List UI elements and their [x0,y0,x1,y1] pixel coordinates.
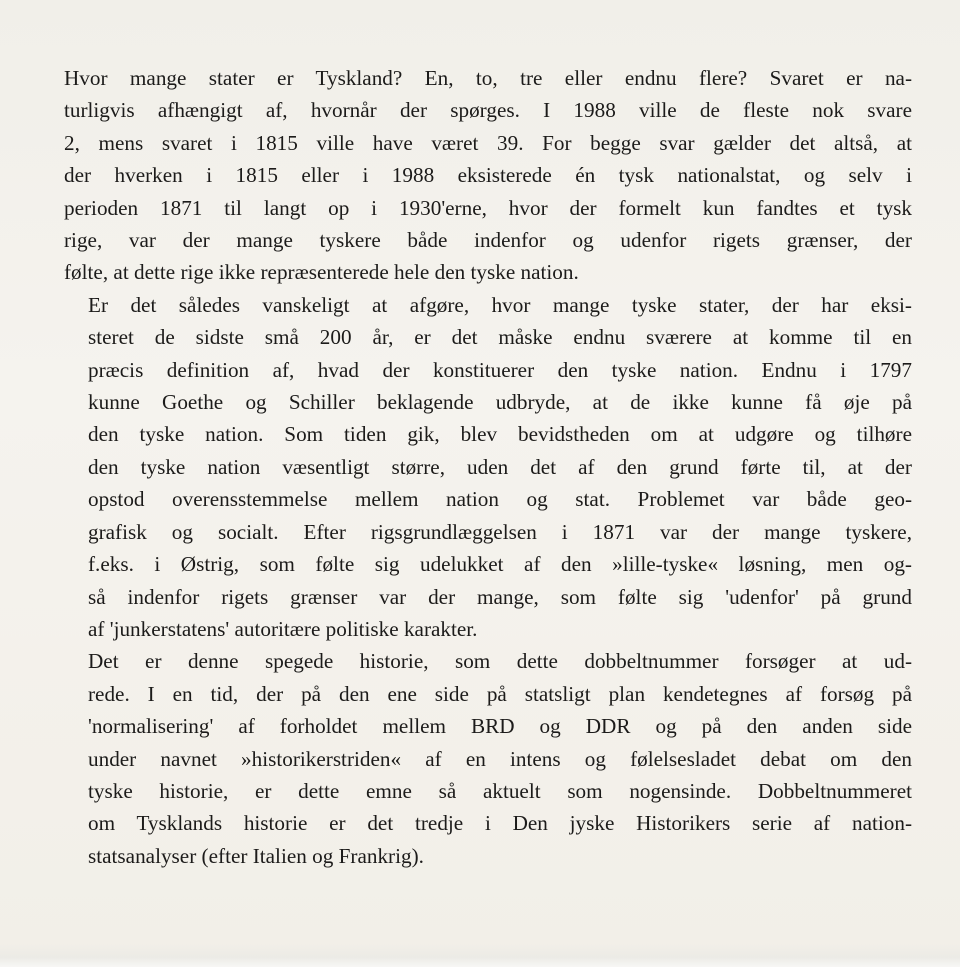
text-line: under navnet »historikerstriden« af en intens og følelsesladet debat om den [88,746,912,771]
paragraph-3 [64,645,912,872]
paragraph-1 [64,62,912,289]
text-line: rige, var der mange tyskere både indenfor og udenfor rigets grænser, der [64,228,912,253]
text-line: Er det således vanskeligt at afgøre, hvor mange tyske stater, der har eksi- [88,292,912,317]
text-line: perioden 1871 til langt op i 1930'erne, hvor der formelt kun fandtes et tysk [64,195,912,220]
text-line: opstod overensstemmelse mellem nation og stat. Problemet var både geo- [88,487,912,512]
paragraph-2 [64,289,912,645]
text-line: grafisk og socialt. Efter rigsgrundlæggelsen i 1871 var der mange tyskere, [88,519,912,544]
text-line: den tyske nation væsentligt større, uden det af den grund førte til, at der [88,454,912,479]
text-line: f.eks. i Østrig, som følte sig udelukket af den »lille-tyske« løsning, men og- [88,552,912,577]
text-line: kunne Goethe og Schiller beklagende udbryde, at de ikke kunne få øje på [88,390,912,415]
text-line: så indenfor rigets grænser var der mange, som følte sig 'udenfor' på grund [88,584,912,609]
body-text [64,62,912,872]
text-line: Det er denne spegede historie, som dette dobbeltnummer forsøger at ud- [88,649,912,674]
text-line: præcis definition af, hvad der konstituerer den tyske nation. Endnu i 1797 [88,357,912,382]
text-line: steret de sidste små 200 år, er det måske endnu sværere at komme til en [88,325,912,350]
text-line: der hverken i 1815 eller i 1988 eksisterede én tysk nationalstat, og selv i [64,163,912,188]
text-line: af 'junkerstatens' autoritære politiske karakter. [88,616,478,641]
text-line: følte, at dette rige ikke repræsenterede hele den tyske nation. [64,260,579,285]
text-line: statsanalyser (efter Italien og Frankrig). [88,843,424,868]
text-line: tyske historie, er dette emne så aktuelt som nogensinde. Dobbeltnummeret [88,778,912,803]
text-line: den tyske nation. Som tiden gik, blev bevidstheden om at udgøre og tilhøre [88,422,912,447]
text-line: 'normalisering' af forholdet mellem BRD og DDR og på den anden side [88,714,912,739]
text-line: Hvor mange stater er Tyskland? En, to, tre eller endnu flere? Svaret er na- [64,66,912,90]
page-bottom-edge [0,943,960,967]
text-line: turligvis afhængigt af, hvornår der spørges. I 1988 ville de fleste nok svare [64,98,912,123]
text-line: 2, mens svaret i 1815 ville have været 39. For begge svar gælder det altså, at [64,130,912,155]
text-line: om Tysklands historie er det tredje i Den jyske Historikers serie af nation- [88,811,912,836]
text-line: rede. I en tid, der på den ene side på statsligt plan kendetegnes af forsøg på [88,681,912,706]
